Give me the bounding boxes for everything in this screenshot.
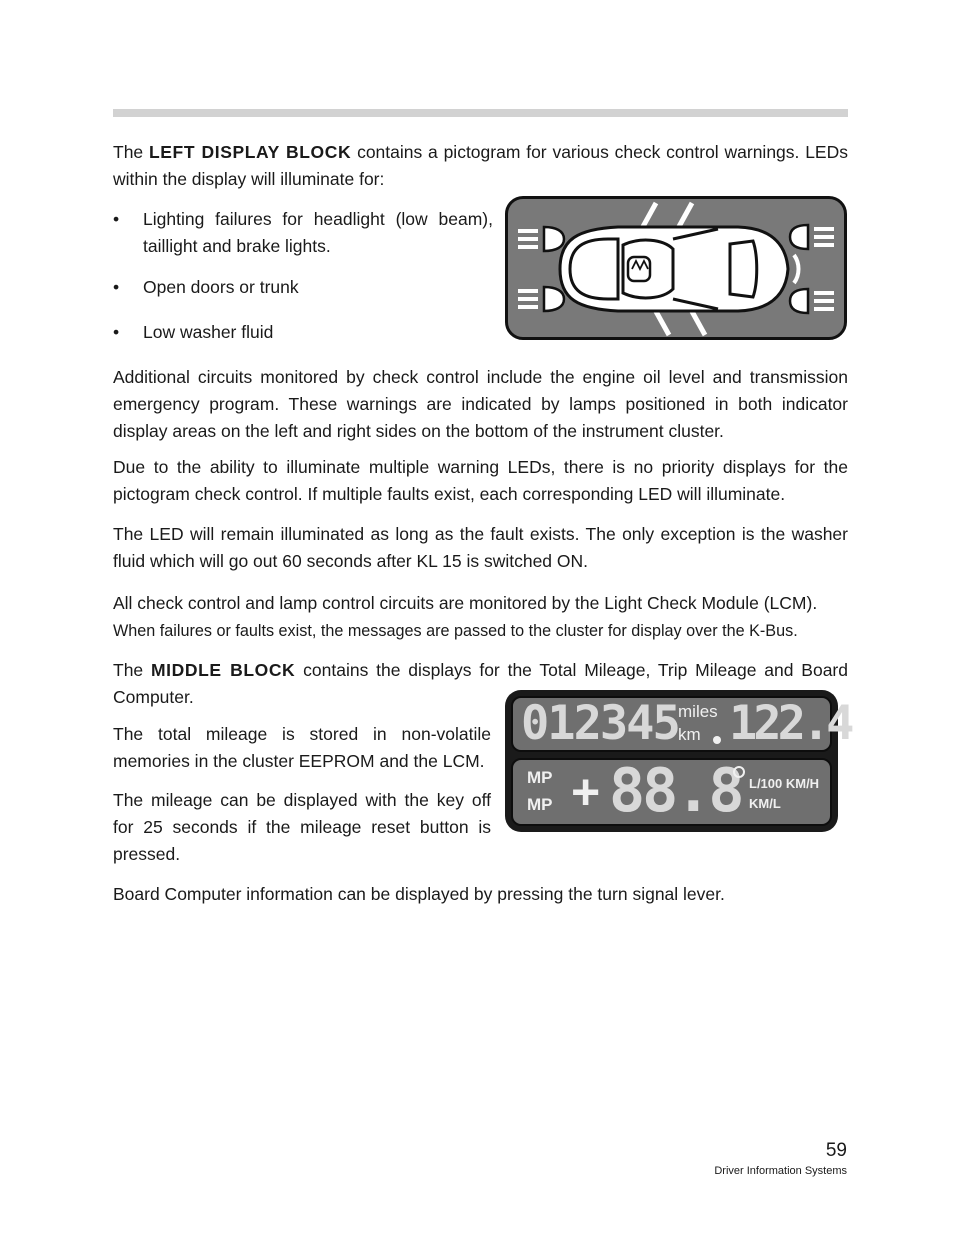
mileage-display — [505, 690, 851, 832]
paragraph-eeprom: The total mileage is stored in non-volatile memories in the cluster EEPROM and the LCM. — [113, 724, 491, 771]
consumption-unit-2: KM/L — [749, 796, 781, 811]
intro-rest: contains a pictogram for various check control warnings. LEDs within the display will illuminate for: — [113, 142, 848, 189]
bullet-dot-icon: • — [113, 322, 120, 342]
middle-block-heading: MIDDLE BLOCK — [150, 660, 296, 680]
bullet-item-washer — [113, 319, 493, 346]
paragraph-key-off: The mileage can be displayed with the key off for 25 seconds if the mileage reset button is pressed. — [113, 790, 491, 864]
board-computer-readout: 88.8 — [609, 756, 742, 826]
intro-paragraph — [113, 139, 848, 193]
intro-the: The — [113, 142, 144, 162]
bullet-text: Open doors or trunk — [143, 277, 299, 297]
middle-the: The — [113, 660, 144, 680]
header-rule — [113, 109, 848, 117]
total-mileage-readout: 012345 — [521, 696, 679, 751]
car-top-view-icon — [508, 199, 844, 337]
board-computer-row — [511, 758, 832, 826]
unit-miles-label: miles — [678, 702, 718, 721]
headlight-low-beam-icon — [518, 227, 564, 251]
taillight-icon — [790, 289, 834, 313]
trip-mileage-readout: 122.4 — [729, 696, 851, 751]
unit-km-label: km — [678, 725, 701, 744]
paragraph-circuits: Additional circuits monitored by check control include the engine oil level and transmission emergency program. These warnings are indicated by lamps positioned in both indicator display areas on the left and right sides on the bottom of the instrument cluster. — [113, 367, 848, 441]
bullet-item-doors — [113, 274, 493, 301]
paragraph-lcm-line1: All check control and lamp control circuits are monitored by the Light Check Module (LCM). — [113, 593, 818, 613]
bullet-item-lighting — [113, 206, 493, 260]
brake-light-icon — [794, 255, 799, 283]
paragraph-lcm-line2: When failures or faults exist, the messages are passed to the cluster for display over the K-Bus. — [113, 622, 798, 640]
paragraph-lcm — [113, 590, 848, 645]
left-display-block-heading: LEFT DISPLAY BLOCK — [148, 142, 352, 162]
page-number: 59 — [825, 1140, 847, 1161]
bullet-dot-icon: • — [113, 277, 120, 297]
section-title: Driver Information Systems — [714, 1165, 847, 1177]
bullet-text: Lighting failures for headlight (low beam), taillight and brake lights. — [143, 209, 493, 256]
bullet-text: Low washer fluid — [143, 322, 274, 342]
paragraph-led-duration: The LED will remain illuminated as long as the fault exists. The only exception is the washer fluid which will go out 60 seconds after KL 15 is switched ON. — [113, 524, 848, 571]
paragraph-board-computer: Board Computer information can be displayed by pressing the turn signal lever. — [113, 884, 725, 904]
headlight-low-beam-icon — [518, 287, 564, 311]
bullet-dot-icon: • — [113, 209, 120, 229]
odometer-row — [511, 696, 851, 752]
plus-sign: + — [571, 764, 601, 820]
indicator-ring-icon — [733, 766, 745, 778]
car-hood — [570, 239, 618, 299]
mp-label-1: MP — [527, 768, 553, 787]
taillight-icon — [790, 225, 834, 249]
paragraph-priority: Due to the ability to illuminate multiple warning LEDs, there is no priority displays for the pictogram check control. If multiple faults exist, each corresponding LED will illuminate. — [113, 457, 848, 504]
car-rear-window — [730, 241, 757, 297]
check-control-pictogram — [505, 196, 847, 340]
consumption-unit-1: L/100 KM/H — [749, 776, 820, 791]
decimal-dot-icon — [713, 736, 721, 744]
middle-rest: contains the displays for the Total Mileage, Trip Mileage and Board Computer. — [113, 660, 848, 707]
mp-label-2: MP — [527, 795, 553, 814]
